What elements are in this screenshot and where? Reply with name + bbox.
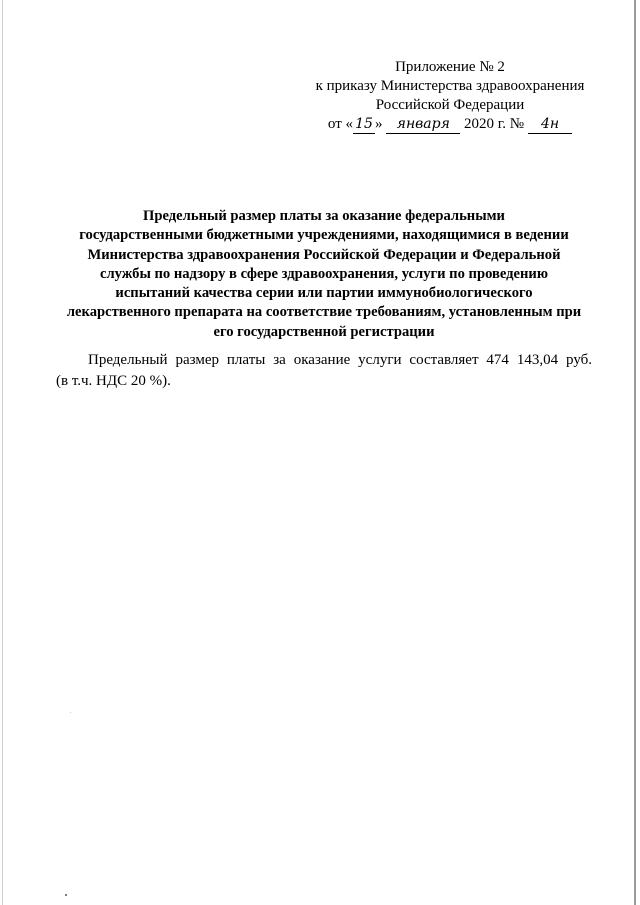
body-line-2: (в т.ч. НДС 20 %). [56, 373, 171, 389]
order-date-line [300, 115, 600, 134]
appendix-header [300, 58, 600, 134]
body-line-1: Предельный размер платы за оказание услуги составляет 474 143,04 руб. [88, 352, 592, 368]
title-line: Министерства здравоохранения Российской Федерации и Федеральной [87, 246, 561, 263]
handwritten-month: января [386, 117, 460, 134]
ministry-name: Российской Федерации [375, 97, 525, 113]
title-line: службы по надзору в сфере здравоохранения, услуги по проведению [99, 265, 548, 282]
date-year: 2020 г. № [464, 116, 525, 132]
document-title [50, 207, 598, 342]
handwritten-day: 15 [353, 117, 375, 134]
date-prefix: от « [327, 116, 354, 132]
date-mid: » [375, 116, 383, 132]
scan-edge-left [2, 0, 3, 905]
title-line: государственными бюджетными учреждениями, находящимися в ведении [79, 227, 569, 244]
title-line: Предельный размер платы за оказание федеральными [143, 208, 505, 224]
title-line: его государственной регистрации [213, 323, 435, 340]
title-line: испытаний качества серии или партии иммунобиологического [115, 285, 533, 302]
scan-speck [70, 712, 71, 713]
appendix-label: Приложение № 2 [395, 59, 505, 75]
scan-speck [65, 894, 67, 896]
title-line: лекарственного препарата на соответствие требованиям, установленным при [66, 304, 582, 321]
order-reference: к приказу Министерства здравоохранения [315, 78, 585, 94]
scan-edge-right [634, 0, 636, 905]
body-paragraph [56, 350, 592, 392]
handwritten-order-number: 4н [528, 117, 572, 134]
